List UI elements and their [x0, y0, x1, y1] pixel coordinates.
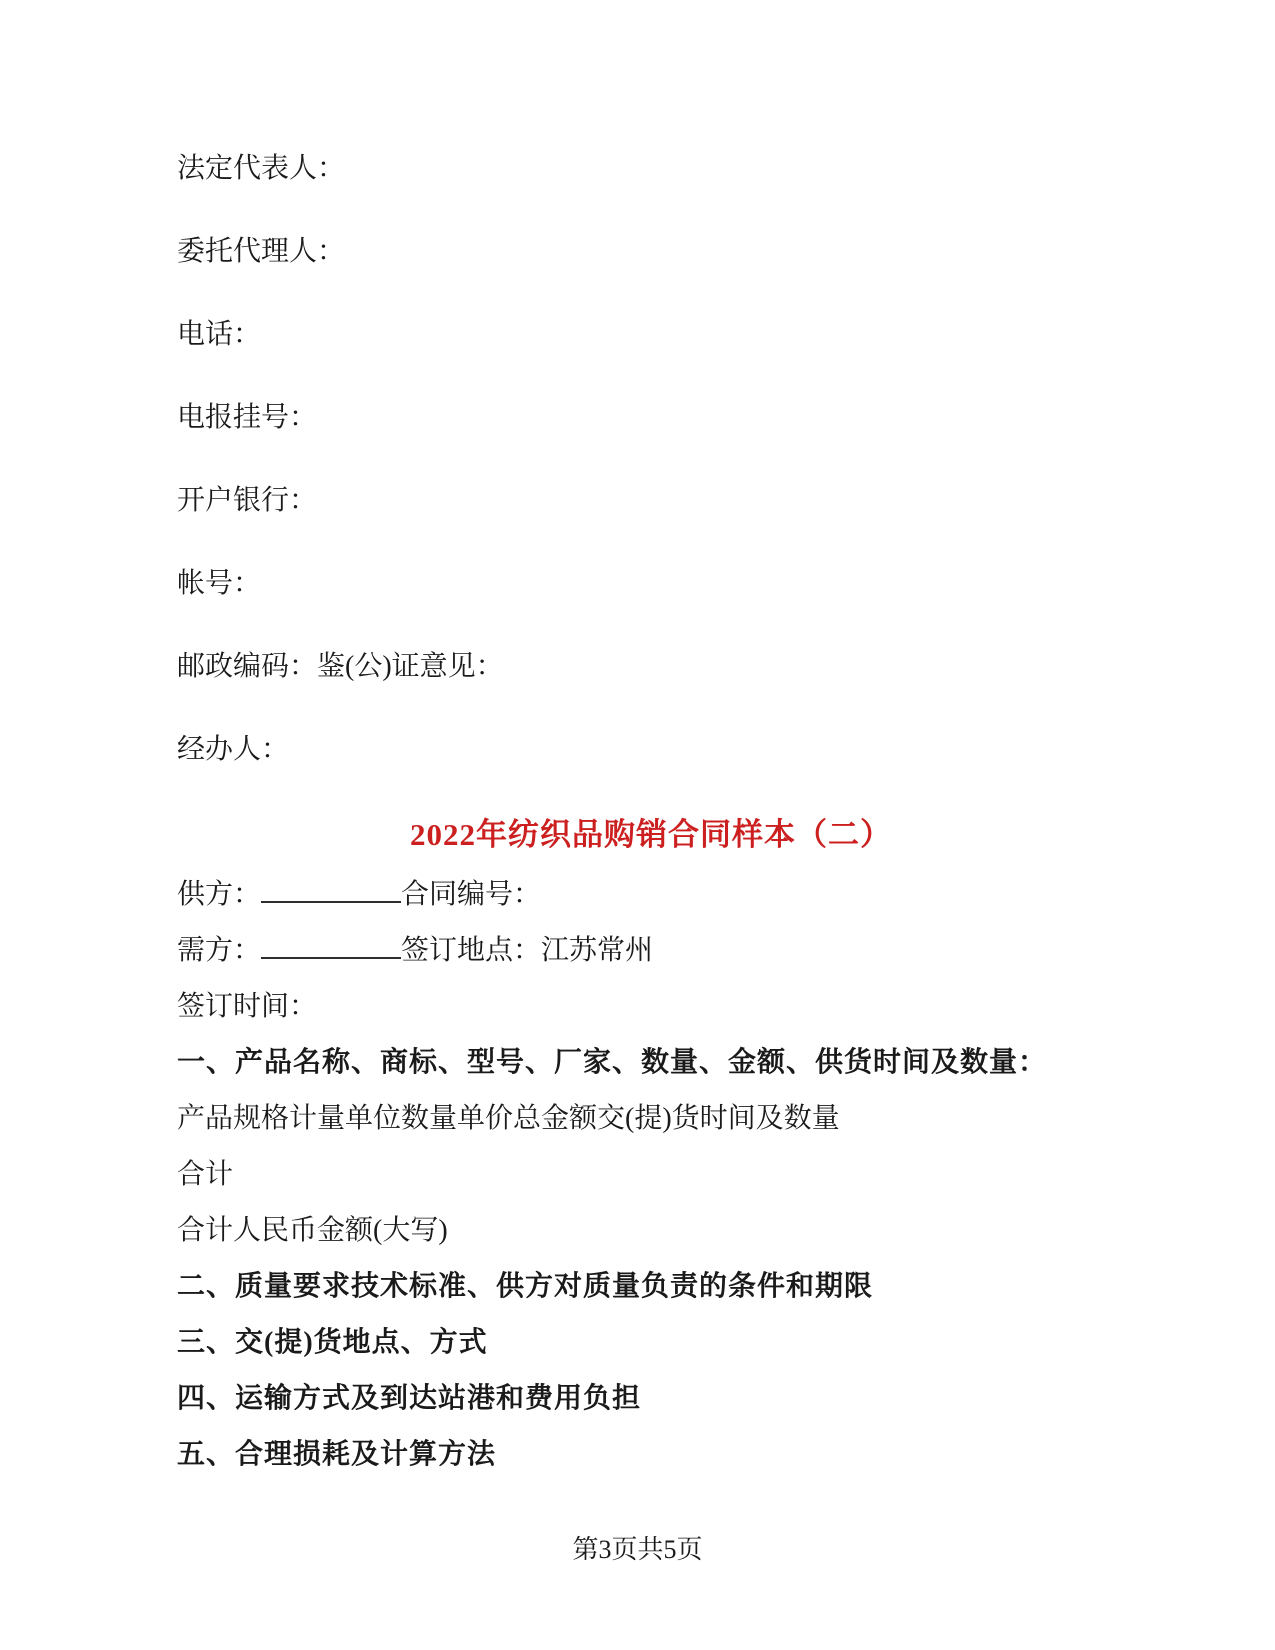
buyer-blank-underline — [261, 931, 401, 959]
field-postal-code-notarization: 邮政编码：鉴(公)证意见： — [177, 651, 504, 682]
field-account-number: 帐号： — [177, 568, 262, 599]
signing-place-label: 签订地点：江苏常州 — [401, 935, 654, 966]
field-handler: 经办人： — [177, 734, 290, 765]
supplier-line — [177, 875, 1125, 915]
total-rmb-amount-line: 合计人民币金额(大写) — [177, 1215, 448, 1246]
supplier-label: 供方： — [177, 879, 262, 910]
supplier-blank-underline — [261, 875, 401, 903]
section-1-heading: 一、产品名称、商标、型号、厂家、数量、金额、供货时间及数量： — [177, 1047, 1048, 1078]
field-legal-representative: 法定代表人： — [177, 153, 346, 184]
section-4-heading: 四、运输方式及到达站港和费用负担 — [177, 1383, 642, 1414]
section-2-heading: 二、质量要求技术标准、供方对质量负责的条件和期限 — [177, 1271, 874, 1302]
field-opening-bank: 开户银行： — [177, 485, 318, 516]
total-line: 合计 — [177, 1159, 234, 1190]
signing-time-line: 签订时间： — [177, 991, 318, 1022]
contract-number-label: 合同编号： — [401, 879, 542, 910]
section-5-heading: 五、合理损耗及计算方法 — [177, 1439, 497, 1470]
buyer-line — [177, 931, 1125, 971]
document-title: 2022年纺织品购销合同样本（二） — [410, 817, 892, 852]
field-entrusted-agent: 委托代理人： — [177, 236, 346, 267]
field-telegraph-registration: 电报挂号： — [177, 402, 318, 433]
section-3-heading: 三、交(提)货地点、方式 — [177, 1327, 488, 1358]
field-phone: 电话： — [177, 319, 262, 350]
page-number: 第3页共5页 — [572, 1535, 703, 1564]
buyer-label: 需方： — [177, 935, 262, 966]
product-spec-line: 产品规格计量单位数量单价总金额交(提)货时间及数量 — [177, 1103, 840, 1134]
